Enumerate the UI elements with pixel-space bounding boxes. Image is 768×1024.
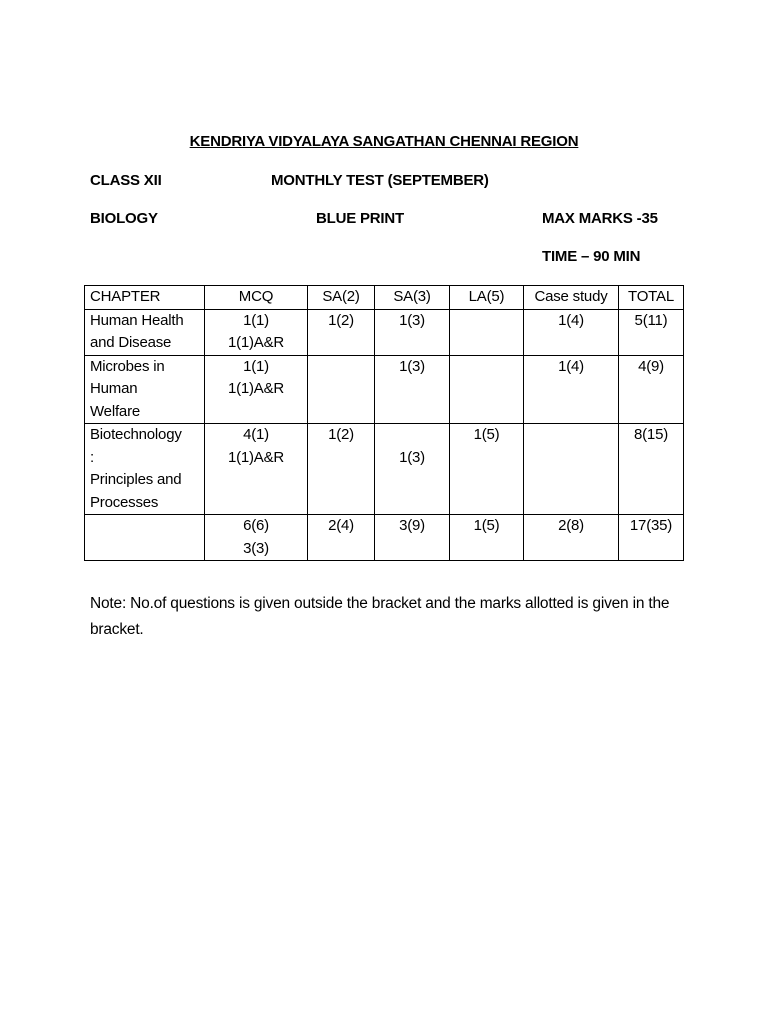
blueprint-label: BLUE PRINT <box>316 210 405 227</box>
la5-line: 1(5) <box>473 426 500 443</box>
total-line: 4(9) <box>638 357 664 375</box>
blueprint-table <box>84 285 684 561</box>
total-line: 17(35) <box>629 517 673 534</box>
chapter-line: : <box>90 448 94 466</box>
sa3-line: 1(3) <box>399 448 425 466</box>
case-line: 1(4) <box>558 311 584 329</box>
la5-cell <box>450 309 524 355</box>
table-totals-row <box>85 515 684 561</box>
mcq-line: 4(1) <box>243 426 269 443</box>
mcq-line: 1(1)A&R <box>227 334 285 351</box>
header-sa2: SA(2) <box>308 286 375 310</box>
sa2-cell <box>308 515 375 561</box>
document-title: KENDRIYA VIDYALAYA SANGATHAN CHENNAI REGION <box>189 133 579 150</box>
la5-cell <box>450 515 524 561</box>
note-text: Note: No.of questions is given outside the bracket and the marks allotted is given in the bracket. <box>90 595 670 638</box>
total-cell <box>619 309 684 355</box>
sa3-cell <box>375 515 450 561</box>
chapter-cell <box>85 355 205 424</box>
total-cell <box>619 355 684 424</box>
table-row <box>85 424 684 515</box>
chapter-line: Principles and <box>90 471 182 488</box>
sa2-line: 1(2) <box>328 311 354 329</box>
mcq-line: 3(3) <box>243 539 269 557</box>
sa3-cell <box>375 424 450 515</box>
sa2-line: 1(2) <box>328 426 354 443</box>
mcq-line: 1(1)A&R <box>227 380 285 397</box>
header-mcq: MCQ <box>205 286 308 310</box>
total-cell <box>619 424 684 515</box>
chapter-cell <box>85 424 205 515</box>
max-marks-label: MAX MARKS -35 <box>542 210 658 227</box>
sa3-line <box>380 424 444 447</box>
sa3-line: 1(3) <box>399 311 425 329</box>
la5-cell <box>450 424 524 515</box>
case-study-cell <box>524 515 619 561</box>
sa2-cell <box>308 309 375 355</box>
sa2-cell <box>308 355 375 424</box>
la5-line: 1(5) <box>473 517 500 534</box>
sa3-line: 3(9) <box>399 517 425 534</box>
chapter-cell <box>85 515 205 561</box>
mcq-cell <box>205 355 308 424</box>
case-study-cell <box>524 355 619 424</box>
chapter-line: Biotechnology <box>90 426 182 443</box>
test-label: MONTHLY TEST (SEPTEMBER) <box>271 172 489 189</box>
la5-cell <box>450 355 524 424</box>
mcq-cell <box>205 424 308 515</box>
chapter-line: Human <box>90 380 138 397</box>
chapter-line: Processes <box>90 493 159 511</box>
header-la5: LA(5) <box>450 286 524 310</box>
sa3-cell <box>375 355 450 424</box>
chapter-line: Microbes in <box>90 357 165 375</box>
table-header-row <box>85 286 684 310</box>
sa2-cell <box>308 424 375 515</box>
sa2-line: 2(4) <box>328 517 354 534</box>
sa3-line: 1(3) <box>399 357 425 375</box>
sa3-cell <box>375 309 450 355</box>
mcq-line: 1(1)A&R <box>227 448 285 466</box>
mcq-line: 6(6) <box>243 517 269 534</box>
subject-label: BIOLOGY <box>90 210 158 227</box>
case-study-cell <box>524 424 619 515</box>
table-row <box>85 309 684 355</box>
chapter-line: and Disease <box>90 334 172 351</box>
chapter-line: Human Health <box>90 311 184 329</box>
chapter-line: Welfare <box>90 402 141 420</box>
case-line: 1(4) <box>558 357 584 375</box>
mcq-cell <box>205 309 308 355</box>
mcq-cell <box>205 515 308 561</box>
total-line: 8(15) <box>633 426 669 443</box>
case-line: 2(8) <box>558 517 584 534</box>
case-study-cell <box>524 309 619 355</box>
total-cell <box>619 515 684 561</box>
table-row <box>85 355 684 424</box>
chapter-cell <box>85 309 205 355</box>
header-case-study: Case study <box>524 286 619 310</box>
class-label: CLASS XII <box>90 172 162 189</box>
time-label: TIME – 90 MIN <box>542 248 641 265</box>
header-sa3: SA(3) <box>375 286 450 310</box>
header-total: TOTAL <box>619 286 684 310</box>
mcq-line: 1(1) <box>243 357 269 375</box>
total-line: 5(11) <box>634 311 668 329</box>
mcq-line: 1(1) <box>243 311 269 329</box>
header-chapter: CHAPTER <box>85 286 205 310</box>
